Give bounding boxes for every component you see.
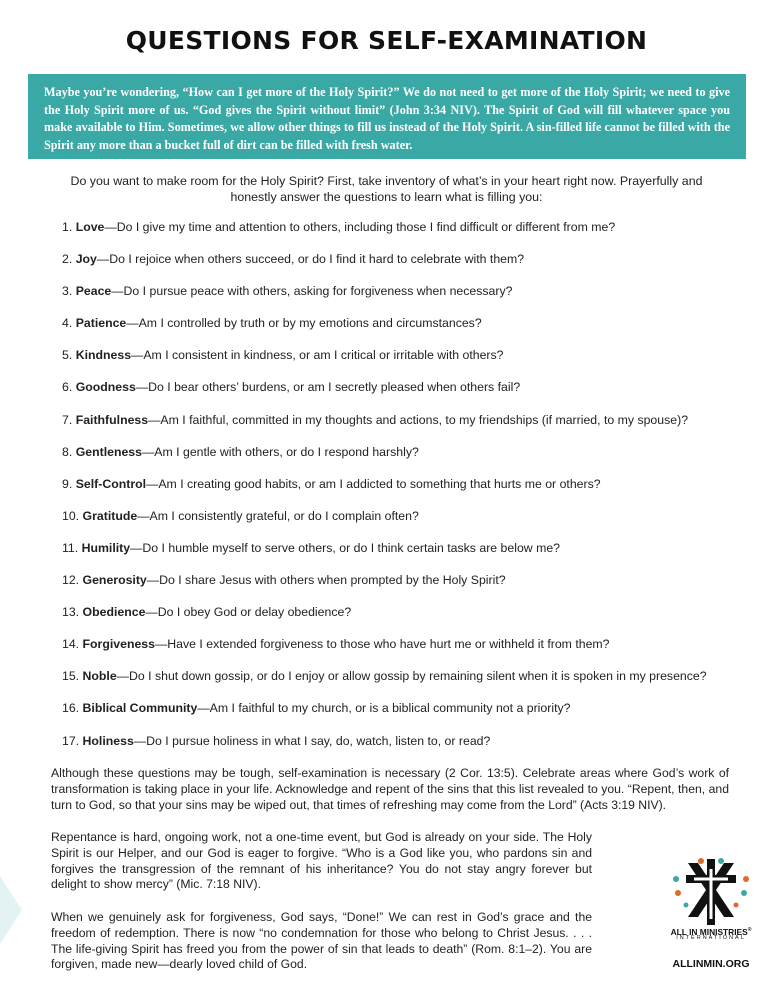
question-item xyxy=(62,412,752,444)
question-term: Forgiveness xyxy=(82,637,155,652)
question-term: Love xyxy=(75,220,105,234)
page-title: QUESTIONS FOR SELF-EXAMINATION xyxy=(125,26,648,55)
body-paragraph-3: When we genuinely ask for forgiveness, God says, “Done!” We can rest in God’s grace and the freedom of redemption. There is now “no condemnation for those who belong to Christ Jesus. . . . The life-giving Spirit has freed you from the power of sin that leads to death” (Rom. 8:1–2). You are forgiven, made new—dearly loved child of God. xyxy=(51,910,592,972)
question-item xyxy=(62,315,752,347)
question-term: Self-Control xyxy=(75,476,147,491)
questions-list xyxy=(62,219,752,765)
question-item xyxy=(62,636,752,668)
question-item xyxy=(62,347,752,379)
question-term: Kindness xyxy=(75,348,132,363)
question-text: —Do I pursue peace with others, asking for forgiveness when necessary? xyxy=(111,284,513,299)
question-text: —Do I give my time and attention to others, including those I find difficult or different from me? xyxy=(104,220,616,234)
question-term: Generosity xyxy=(82,573,147,588)
website-link[interactable]: ALLINMIN.ORG xyxy=(672,958,750,970)
question-number: 14. xyxy=(62,637,80,652)
lead-paragraph: Do you want to make room for the Holy Spirit? First, take inventory of what’s in your heart right now. Prayerfully and honestly answer the questions to learn what is filling you: xyxy=(70,174,703,204)
question-text: —Am I consistently grateful, or do I complain often? xyxy=(137,508,419,523)
question-term: Holiness xyxy=(82,733,134,748)
question-number: 8. xyxy=(62,444,73,459)
question-text: —Am I faithful, committed in my thoughts and actions, to my friendships (if married, to my spouse)? xyxy=(148,412,689,427)
question-text: —Am I gentle with others, or do I respond harshly? xyxy=(141,444,419,459)
question-text: —Do I pursue holiness in what I say, do, watch, listen to, or read? xyxy=(133,733,491,748)
question-term: Joy xyxy=(75,252,97,267)
question-item xyxy=(62,733,752,765)
question-term: Obedience xyxy=(82,605,146,620)
question-text: —Do I share Jesus with others when prompted by the Holy Spirit? xyxy=(146,573,506,588)
question-number: 3. xyxy=(62,284,73,299)
question-text: —Have I extended forgiveness to those who have hurt me or withheld it from them? xyxy=(154,637,610,652)
question-term: Faithfulness xyxy=(75,412,149,427)
corner-decoration xyxy=(0,876,22,944)
question-term: Peace xyxy=(75,284,112,299)
question-term: Patience xyxy=(75,316,127,331)
question-item xyxy=(62,508,752,540)
question-number: 15. xyxy=(62,669,80,684)
question-text: —Do I shut down gossip, or do I enjoy or allow gossip by remaining silent when it is spoken in my presence? xyxy=(116,669,707,684)
body-paragraph-2: Repentance is hard, ongoing work, not a one-time event, but God is already on your side. The Holy Spirit is our Helper, and our God is eager to forgive. “Who is a God like you, who pardons sin and forgives the transgression of the remnant of his inheritance? You do not stay angry forever but delight to show mercy” (Mic. 7:18 NIV). xyxy=(51,830,592,892)
question-number: 12. xyxy=(62,573,80,588)
question-number: 16. xyxy=(62,701,80,716)
question-term: Biblical Community xyxy=(82,701,198,716)
cross-weave-logo-icon xyxy=(668,857,754,927)
question-text: —Am I faithful to my church, or is a biblical community not a priority? xyxy=(197,701,571,716)
question-text: —Am I controlled by truth or by my emotions and circumstances? xyxy=(126,316,482,331)
intro-callout: Maybe you’re wondering, “How can I get more of the Holy Spirit?” We do not need to get more of the Holy Spirit; we need to give the Holy Spirit more of us. “God gives the Spirit without limit” (John 3:34 NIV). The Spirit of God will fill whatever space you make available to Him. Sometimes, we allow other things to fill us instead of the Holy Spirit. A sin-filled life cannot be filled with the Spirit any more than a bucket full of dirt can be filled with fresh water. xyxy=(28,74,746,159)
question-number: 4. xyxy=(62,316,73,331)
question-text: —Do I rejoice when others succeed, or do I find it hard to celebrate with them? xyxy=(96,252,525,267)
question-item xyxy=(62,668,752,700)
question-number: 17. xyxy=(62,733,80,748)
question-text: —Do I obey God or delay obedience? xyxy=(145,605,352,620)
question-number: 7. xyxy=(62,412,73,427)
question-item xyxy=(62,540,752,572)
brand-subtitle: INTERNATIONAL xyxy=(676,935,746,941)
question-number: 1. xyxy=(62,220,73,234)
question-number: 2. xyxy=(62,252,73,267)
question-number: 5. xyxy=(62,348,73,363)
question-number: 6. xyxy=(62,380,73,395)
question-text: —Do I humble myself to serve others, or do I think certain tasks are below me? xyxy=(130,540,561,555)
question-text: —Am I creating good habits, or am I addicted to something that hurts me or others? xyxy=(146,476,601,491)
question-number: 10. xyxy=(62,508,80,523)
question-number: 11. xyxy=(62,540,79,555)
question-item xyxy=(62,476,752,508)
question-term: Gentleness xyxy=(75,444,142,459)
question-term: Humility xyxy=(81,540,131,555)
question-term: Gratitude xyxy=(82,508,138,523)
question-item xyxy=(62,379,752,411)
question-item xyxy=(62,283,752,315)
question-term: Noble xyxy=(82,669,117,684)
question-item xyxy=(62,219,752,251)
question-text: —Am I consistent in kindness, or am I critical or irritable with others? xyxy=(131,348,504,363)
question-item xyxy=(62,604,752,636)
question-term: Goodness xyxy=(75,380,136,395)
question-item xyxy=(62,251,752,283)
question-item xyxy=(62,700,752,732)
question-number: 9. xyxy=(62,476,73,491)
brand-name: ALL IN MINISTRIES® xyxy=(670,926,752,937)
question-item xyxy=(62,444,752,476)
question-number: 13. xyxy=(62,605,80,620)
question-text: —Do I bear others’ burdens, or am I secretly pleased when others fail? xyxy=(135,380,521,395)
question-item xyxy=(62,572,752,604)
body-paragraph-1: Although these questions may be tough, self-examination is necessary (2 Cor. 13:5). Celebrate areas where God’s work of transformation is taking place in your life. Acknowledge and repent of the sins that this list revealed to you. “Repent, then, and turn to God, so that your sins may be wiped out, that times of refreshing may come from the Lord” (Acts 3:19 NIV). xyxy=(51,766,729,812)
